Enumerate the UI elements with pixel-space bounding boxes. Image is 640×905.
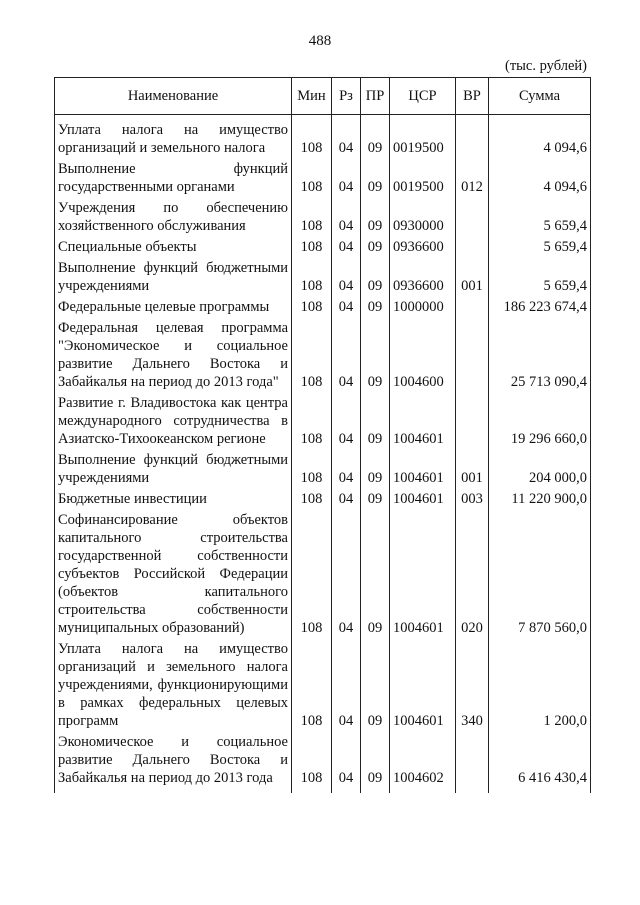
cell-vr: 340: [456, 638, 489, 731]
cell-csr: 0019500: [390, 115, 456, 159]
table-row: [55, 317, 591, 392]
cell-pr: 09: [361, 392, 390, 449]
cell-pr: 09: [361, 236, 390, 257]
cell-vr: [456, 392, 489, 449]
cell-min: 108: [292, 296, 332, 317]
cell-min: 108: [292, 257, 332, 296]
cell-vr: [456, 296, 489, 317]
cell-name: Учреждения по обеспечению хозяйственного обслуживания: [55, 197, 292, 236]
cell-csr: 1004601: [390, 449, 456, 488]
cell-csr: 1000000: [390, 296, 456, 317]
cell-rz: 04: [332, 488, 361, 509]
cell-csr: 1004601: [390, 392, 456, 449]
cell-rz: 04: [332, 317, 361, 392]
cell-sum: 1 200,0: [489, 638, 591, 731]
table-row: [55, 731, 591, 793]
cell-min: 108: [292, 158, 332, 197]
cell-name: Выполнение функций бюджетными учреждениями: [55, 257, 292, 296]
cell-rz: 04: [332, 115, 361, 159]
cell-min: 108: [292, 197, 332, 236]
cell-name: Специальные объекты: [55, 236, 292, 257]
cell-sum: 4 094,6: [489, 158, 591, 197]
cell-name: Софинансирование объектов капитального строительства государственной собственности субъектов Российской Федерации (объектов капитального строительства собственности муниципальных образований): [55, 509, 292, 638]
table-row: [55, 392, 591, 449]
table-row: [55, 115, 591, 159]
cell-min: 108: [292, 488, 332, 509]
cell-vr: [456, 317, 489, 392]
header-name: Наименование: [55, 78, 292, 115]
cell-pr: 09: [361, 449, 390, 488]
table-row: [55, 197, 591, 236]
cell-pr: 09: [361, 638, 390, 731]
cell-vr: 012: [456, 158, 489, 197]
cell-csr: 1004600: [390, 317, 456, 392]
cell-name: Уплата налога на имущество организаций и земельного налога: [55, 115, 292, 159]
units-label: (тыс. рублей): [505, 58, 587, 74]
cell-sum: 19 296 660,0: [489, 392, 591, 449]
cell-sum: 25 713 090,4: [489, 317, 591, 392]
cell-name: Выполнение функций бюджетными учреждениями: [55, 449, 292, 488]
cell-sum: 204 000,0: [489, 449, 591, 488]
cell-csr: 1004601: [390, 509, 456, 638]
cell-csr: 1004601: [390, 638, 456, 731]
cell-rz: 04: [332, 638, 361, 731]
cell-rz: 04: [332, 158, 361, 197]
cell-min: 108: [292, 449, 332, 488]
table-row: [55, 509, 591, 638]
cell-name: Федеральная целевая программа "Экономическое и социальное развитие Дальнего Востока и Забайкалья на период до 2013 года": [55, 317, 292, 392]
cell-rz: 04: [332, 392, 361, 449]
budget-table: [54, 77, 591, 793]
cell-min: 108: [292, 509, 332, 638]
table-row: [55, 296, 591, 317]
cell-min: 108: [292, 731, 332, 793]
cell-name: Экономическое и социальное развитие Дальнего Востока и Забайкалья на период до 2013 года: [55, 731, 292, 793]
cell-rz: 04: [332, 731, 361, 793]
cell-csr: 1004602: [390, 731, 456, 793]
cell-pr: 09: [361, 158, 390, 197]
header-sum: Сумма: [489, 78, 591, 115]
cell-min: 108: [292, 638, 332, 731]
cell-min: 108: [292, 115, 332, 159]
cell-rz: 04: [332, 257, 361, 296]
cell-name: Уплата налога на имущество организаций и земельного налога учреждениями, функционирующими в рамках федеральных целевых программ: [55, 638, 292, 731]
cell-sum: 5 659,4: [489, 257, 591, 296]
table-row: [55, 488, 591, 509]
table-row: [55, 257, 591, 296]
cell-pr: 09: [361, 317, 390, 392]
table-row: [55, 638, 591, 731]
cell-sum: 4 094,6: [489, 115, 591, 159]
cell-min: 108: [292, 317, 332, 392]
cell-csr: 0019500: [390, 158, 456, 197]
cell-min: 108: [292, 236, 332, 257]
cell-pr: 09: [361, 509, 390, 638]
cell-name: Федеральные целевые программы: [55, 296, 292, 317]
cell-csr: 1004601: [390, 488, 456, 509]
table-header-row: [55, 78, 591, 115]
cell-csr: 0930000: [390, 197, 456, 236]
header-csr: ЦСР: [390, 78, 456, 115]
cell-vr: [456, 236, 489, 257]
cell-vr: [456, 115, 489, 159]
header-vr: ВР: [456, 78, 489, 115]
cell-name: Выполнение функций государственными органами: [55, 158, 292, 197]
cell-min: 108: [292, 392, 332, 449]
cell-name: Бюджетные инвестиции: [55, 488, 292, 509]
cell-pr: 09: [361, 488, 390, 509]
cell-sum: 5 659,4: [489, 197, 591, 236]
cell-name: Развитие г. Владивостока как центра международного сотрудничества в Азиатско-Тихоокеанском регионе: [55, 392, 292, 449]
cell-pr: 09: [361, 296, 390, 317]
cell-csr: 0936600: [390, 236, 456, 257]
table-row: [55, 236, 591, 257]
header-rz: Рз: [332, 78, 361, 115]
cell-sum: 11 220 900,0: [489, 488, 591, 509]
cell-vr: 001: [456, 257, 489, 296]
cell-pr: 09: [361, 115, 390, 159]
cell-vr: [456, 731, 489, 793]
cell-rz: 04: [332, 236, 361, 257]
table-row: [55, 449, 591, 488]
cell-rz: 04: [332, 197, 361, 236]
cell-sum: 6 416 430,4: [489, 731, 591, 793]
cell-rz: 04: [332, 449, 361, 488]
page-number: 488: [308, 33, 332, 49]
table-body: [55, 115, 591, 794]
cell-sum: 186 223 674,4: [489, 296, 591, 317]
cell-pr: 09: [361, 197, 390, 236]
cell-sum: 5 659,4: [489, 236, 591, 257]
cell-pr: 09: [361, 257, 390, 296]
header-pr: ПР: [361, 78, 390, 115]
cell-vr: 003: [456, 488, 489, 509]
cell-vr: 020: [456, 509, 489, 638]
cell-rz: 04: [332, 509, 361, 638]
cell-vr: [456, 197, 489, 236]
table-row: [55, 158, 591, 197]
cell-sum: 7 870 560,0: [489, 509, 591, 638]
cell-vr: 001: [456, 449, 489, 488]
cell-csr: 0936600: [390, 257, 456, 296]
cell-pr: 09: [361, 731, 390, 793]
header-min: Мин: [292, 78, 332, 115]
cell-rz: 04: [332, 296, 361, 317]
